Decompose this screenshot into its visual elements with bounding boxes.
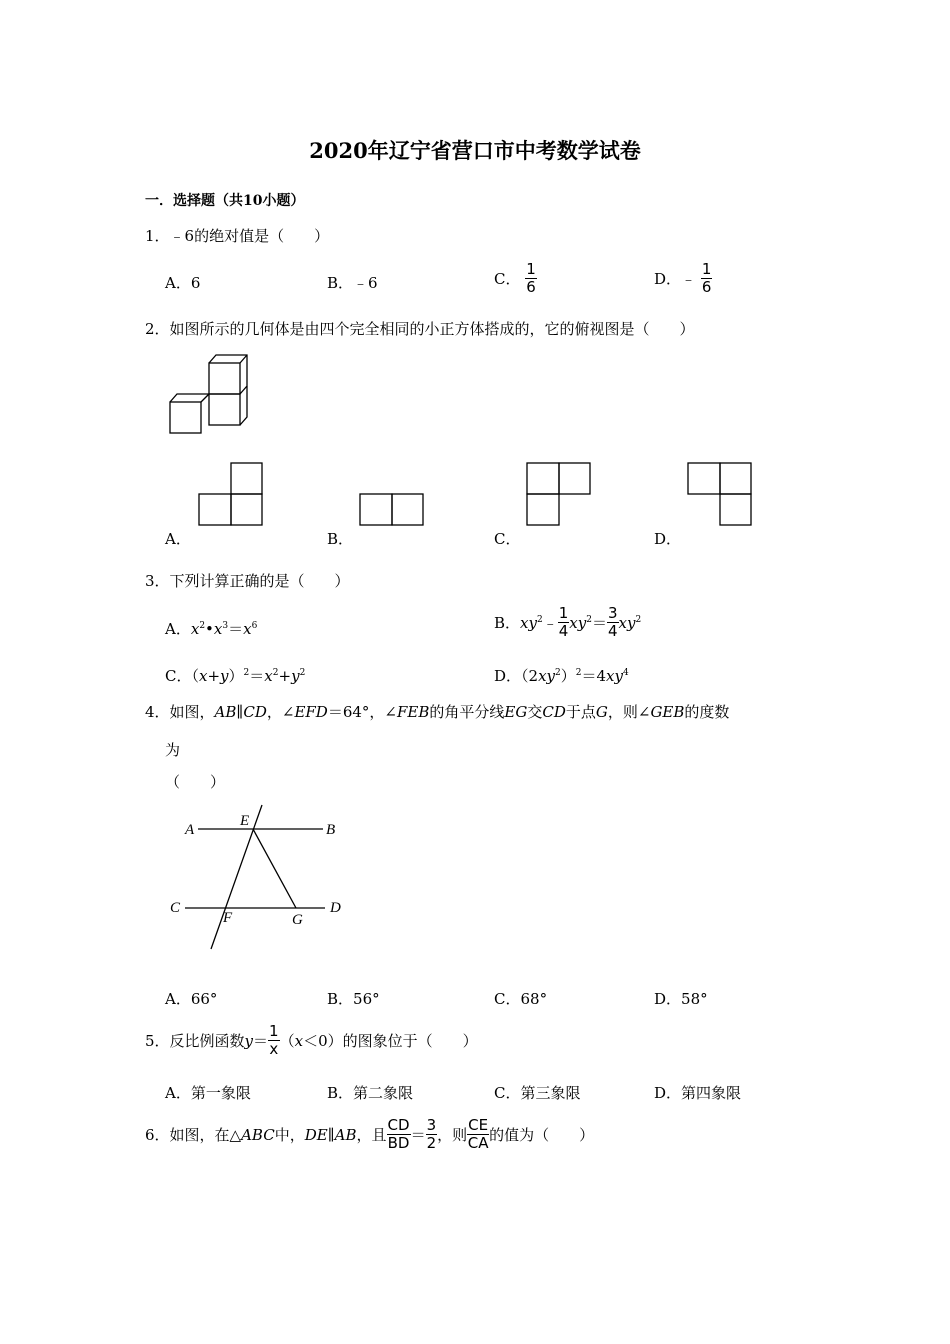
point-label-d: D bbox=[330, 900, 341, 916]
q3-option-c: C．$(x+y)^2=x^2+y^2$ bbox=[165, 667, 306, 685]
q3-option-a: A．$x^2•x^3=x^6$ bbox=[165, 620, 258, 638]
question-5-stem: 5．反比例函数y＝ $\frac{1}{x}$ （x＜0）的图象位于（ ） bbox=[145, 1022, 478, 1058]
q2-option-d: D． bbox=[654, 530, 682, 548]
q5-option-d: D．第四象限 bbox=[654, 1084, 742, 1102]
q2-option-c: C． bbox=[494, 530, 521, 548]
q5-option-a: A．第一象限 bbox=[165, 1084, 251, 1102]
question-4-stem-line3: （ ） bbox=[165, 773, 226, 791]
point-label-e: E bbox=[240, 813, 250, 829]
q1-option-a: A．6 bbox=[165, 274, 201, 292]
q2-option-a: A． bbox=[165, 530, 191, 548]
q5-option-b: B．第二象限 bbox=[327, 1084, 414, 1102]
fraction: $\frac{1}{6}$ bbox=[701, 260, 712, 296]
page-title: 2020年辽宁省营口市中考数学试卷 bbox=[309, 138, 641, 163]
question-4-stem-line2: 为 bbox=[165, 741, 181, 759]
point-label-a: A bbox=[185, 822, 195, 838]
q1-option-d: D．﹣ $\frac{1}{6}$ bbox=[654, 260, 712, 296]
question-3-stem: 3．下列计算正确的是（ ） bbox=[145, 572, 350, 590]
q4-option-d: D．58° bbox=[654, 990, 708, 1008]
point-label-g: G bbox=[292, 912, 303, 928]
q5-option-c: C．第三象限 bbox=[494, 1084, 581, 1102]
q2-option-b: B． bbox=[327, 530, 354, 548]
q4-option-a: A．66° bbox=[165, 990, 218, 1008]
point-label-b: B bbox=[326, 822, 336, 838]
question-6-stem: 6．如图，在△ABC中，DE∥AB，且 $\frac{CD}{BD}$ ＝ $\frac{3}{2}$ ，则 $\frac{CE}{CA}$ 的值为（ ） bbox=[145, 1116, 595, 1152]
top-view-option-d-figure bbox=[687, 462, 753, 526]
point-label-c: C bbox=[170, 900, 181, 916]
point-label-f: F bbox=[223, 910, 233, 926]
top-view-option-a-figure bbox=[198, 462, 264, 526]
question-4-stem: 4．如图，AB∥CD，∠EFD＝64°，∠FEB的角平分线EG交CD于点G，则∠GEB的度数 bbox=[145, 703, 730, 721]
q4-option-c: C．68° bbox=[494, 990, 548, 1008]
question-2-stem: 2．如图所示的几何体是由四个完全相同的小正方体搭成的，它的俯视图是（ ） bbox=[145, 320, 695, 338]
q1-option-c: C． $\frac{1}{6}$ bbox=[494, 260, 536, 296]
q3-option-b: B．$xy^2﹣$ $\frac{1}{4}$ $xy^2=$ $\frac{3}{4}$ $xy^2$ bbox=[494, 604, 642, 640]
top-view-option-c-figure bbox=[526, 462, 592, 526]
question-1-stem: 1．﹣6的绝对值是（ ） bbox=[145, 227, 330, 245]
section-heading: 一．选择题（共10小题） bbox=[145, 193, 305, 209]
q1-option-b: B．﹣6 bbox=[327, 274, 378, 292]
q3-option-d: D．$(2xy^2)^2=4xy^4$ bbox=[494, 667, 629, 685]
cube-solid-figure bbox=[165, 350, 255, 440]
top-view-option-b-figure bbox=[359, 493, 425, 526]
q4-option-b: B．56° bbox=[327, 990, 380, 1008]
fraction: $\frac{1}{6}$ bbox=[526, 260, 536, 296]
parallel-lines-figure bbox=[165, 800, 355, 955]
